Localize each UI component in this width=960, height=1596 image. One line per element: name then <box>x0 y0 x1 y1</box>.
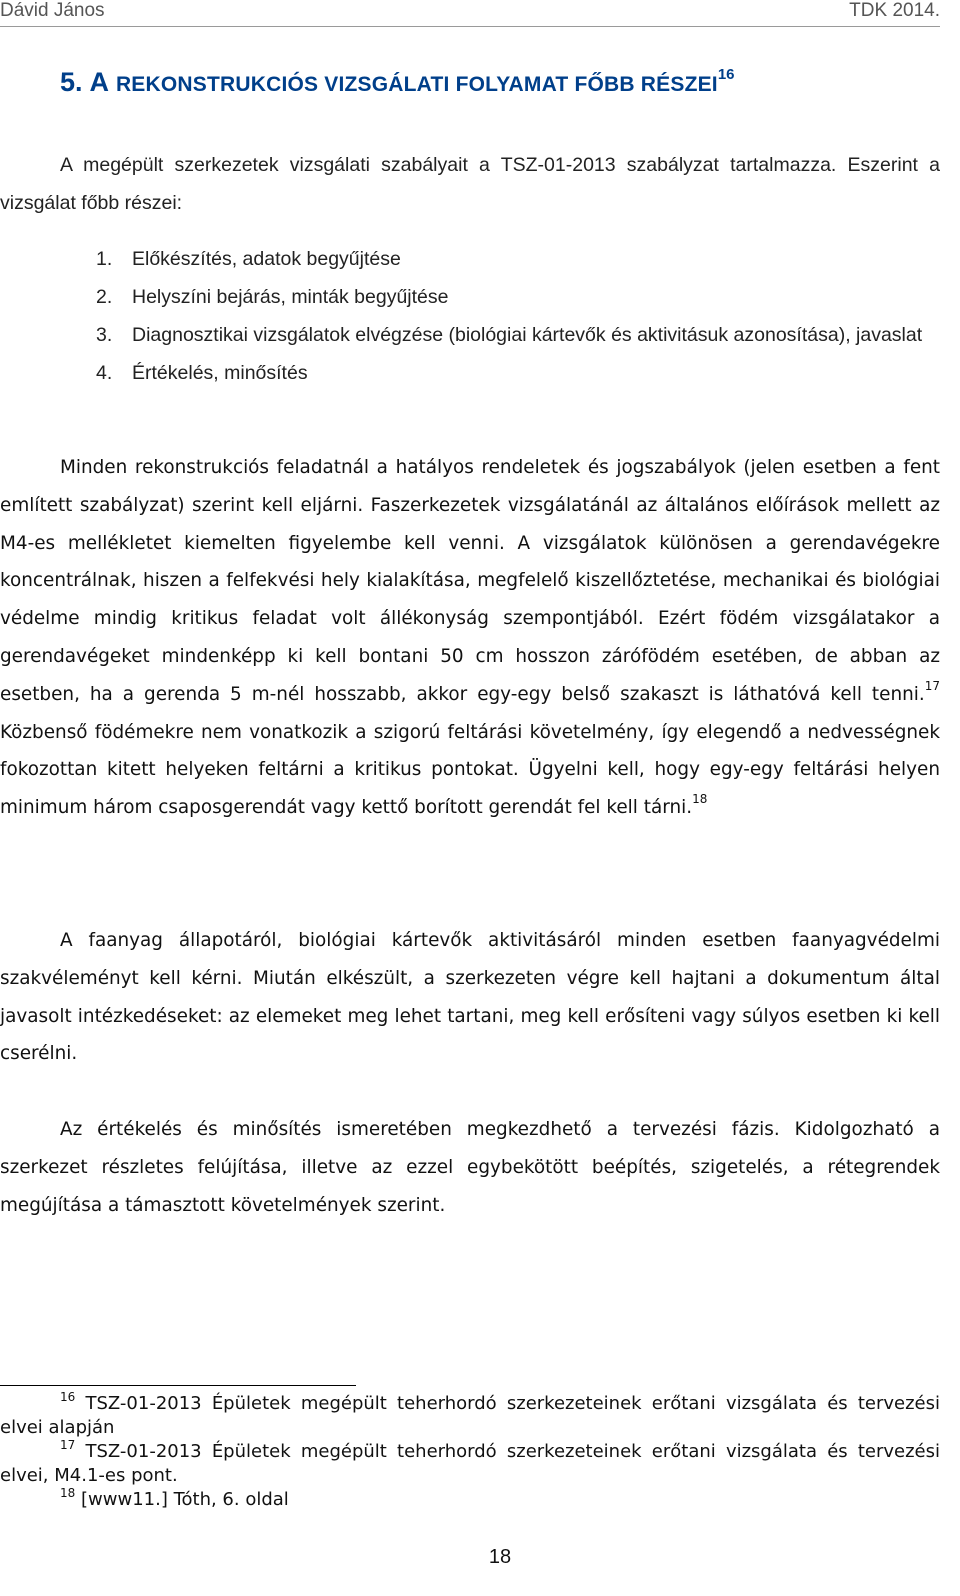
list-item-text: Értékelés, minősítés <box>132 362 308 384</box>
footnote-17 <box>0 1440 940 1488</box>
list-item-number: 1. <box>96 248 113 270</box>
section-heading <box>60 66 940 98</box>
footnote-number: 17 <box>60 1438 76 1452</box>
intro-paragraph <box>0 146 940 222</box>
footnote-ref-16[interactable]: 16 <box>717 66 735 83</box>
footnotes <box>0 1392 940 1512</box>
paragraph-text: Közbenső födémekre nem vonatkozik a szigorú feltárási követelmény, így elegendő a nedvességnek fokozottan kitett helyeken feltárni a kritikus pontokat. Ügyelni kell, hogy egy-egy feltárási helyen minimum három csaposgerendát vagy kettő borított gerendát fel kell tárni. <box>0 721 940 819</box>
list-item <box>96 354 940 392</box>
paragraph-text: Az értékelés és minősítés ismeretében megkezdhető a tervezési fázis. Kidolgozható a szerkezet részletes felújítása, illetve az ezzel egybekötött beépítés, szigetelés, a rétegrendek megújítása a támasztott követelmények szerint. <box>0 1119 940 1216</box>
footnote-text: [www11.] Tóth, 6. oldal <box>81 1489 289 1510</box>
list-item-number: 3. <box>96 324 113 346</box>
header-event: TDK 2014. <box>849 0 940 21</box>
paragraph-text: Minden rekonstrukciós feladatnál a hatályos rendeletek és jogszabályok (jelen esetben a fent említett szabályzat) szerint kell eljárni. Faszerkezetek vizsgálatánál az általános előírások mellett az M4-es mellékletet kiemelten figyelembe kell venni. A vizsgálatok különösen a gerendavégekre koncentrálnak, hiszen a felfekvési hely kialakítása, megfelelő kiszellőztetése, mechanikai és biológiai védelme mindig kritikus feladat volt állékonyság szempontjából. Ezért födém vizsgálatakor a gerendavégeket mindenképp ki kell bontani 50 cm hosszon zárófödém esetében, de abban az esetben, ha a gerenda 5 m-nél hosszabb, akkor egy-egy belső szakaszt is láthatóvá kell tenni. <box>0 457 940 705</box>
header-author: Dávid János <box>0 0 105 21</box>
list-item-number: 2. <box>96 286 113 308</box>
footnote-text: TSZ-01-2013 Épületek megépült teherhordó szerkezeteinek erőtani vizsgálata és tervezési elvei alapján <box>0 1393 940 1438</box>
section-number: 5. <box>60 67 83 97</box>
running-header <box>0 0 960 24</box>
list-item <box>96 240 940 278</box>
footnote-number: 16 <box>60 1390 76 1404</box>
header-rule <box>0 26 940 27</box>
body-paragraph-3 <box>0 1111 940 1224</box>
list-item <box>96 278 940 316</box>
footnote-text: TSZ-01-2013 Épületek megépült teherhordó szerkezeteinek erőtani vizsgálata és tervezési elvei, M4.1-es pont. <box>0 1441 940 1486</box>
footnote-ref-17[interactable]: 17 <box>924 678 940 693</box>
list-item <box>96 316 940 354</box>
inspection-steps-list <box>96 240 940 392</box>
list-item-text: Diagnosztikai vizsgálatok elvégzése (biológiai kártevők és aktivitásuk azonosítása), javaslat <box>132 324 923 346</box>
page-number: 18 <box>488 1546 512 1568</box>
footnote-16 <box>0 1392 940 1440</box>
footnote-ref-18[interactable]: 18 <box>692 792 708 807</box>
list-item-text: Előkészítés, adatok begyűjtése <box>132 248 401 270</box>
body-paragraph-1 <box>0 449 940 827</box>
footnote-18 <box>0 1488 940 1512</box>
body-paragraph-2 <box>0 922 940 1073</box>
list-item-text: Helyszíni bejárás, minták begyűjtése <box>132 286 449 308</box>
intro-text: A megépült szerkezetek vizsgálati szabályait a TSZ-01-2013 szabályzat tartalmazza. Eszerint a vizsgálat főbb részei: <box>0 154 940 214</box>
paragraph-text: A faanyag állapotáról, biológiai kártevők aktivitásáról minden esetben faanyagvédelmi szakvéleményt kell kérni. Miután elkészült, a szerkezeten végre kell hajtani a dokumentum által javasolt intézkedéseket: az elemeket meg lehet tartani, meg kell erősíteni vagy súlyos esetben ki kell cserélni. <box>0 930 940 1065</box>
section-title: REKONSTRUKCIÓS VIZSGÁLATI FOLYAMAT FŐBB RÉSZEI <box>115 73 718 96</box>
footnote-number: 18 <box>60 1486 76 1500</box>
section-title-initial: A <box>89 67 109 97</box>
list-item-number: 4. <box>96 362 113 384</box>
footnote-separator <box>0 1385 356 1386</box>
